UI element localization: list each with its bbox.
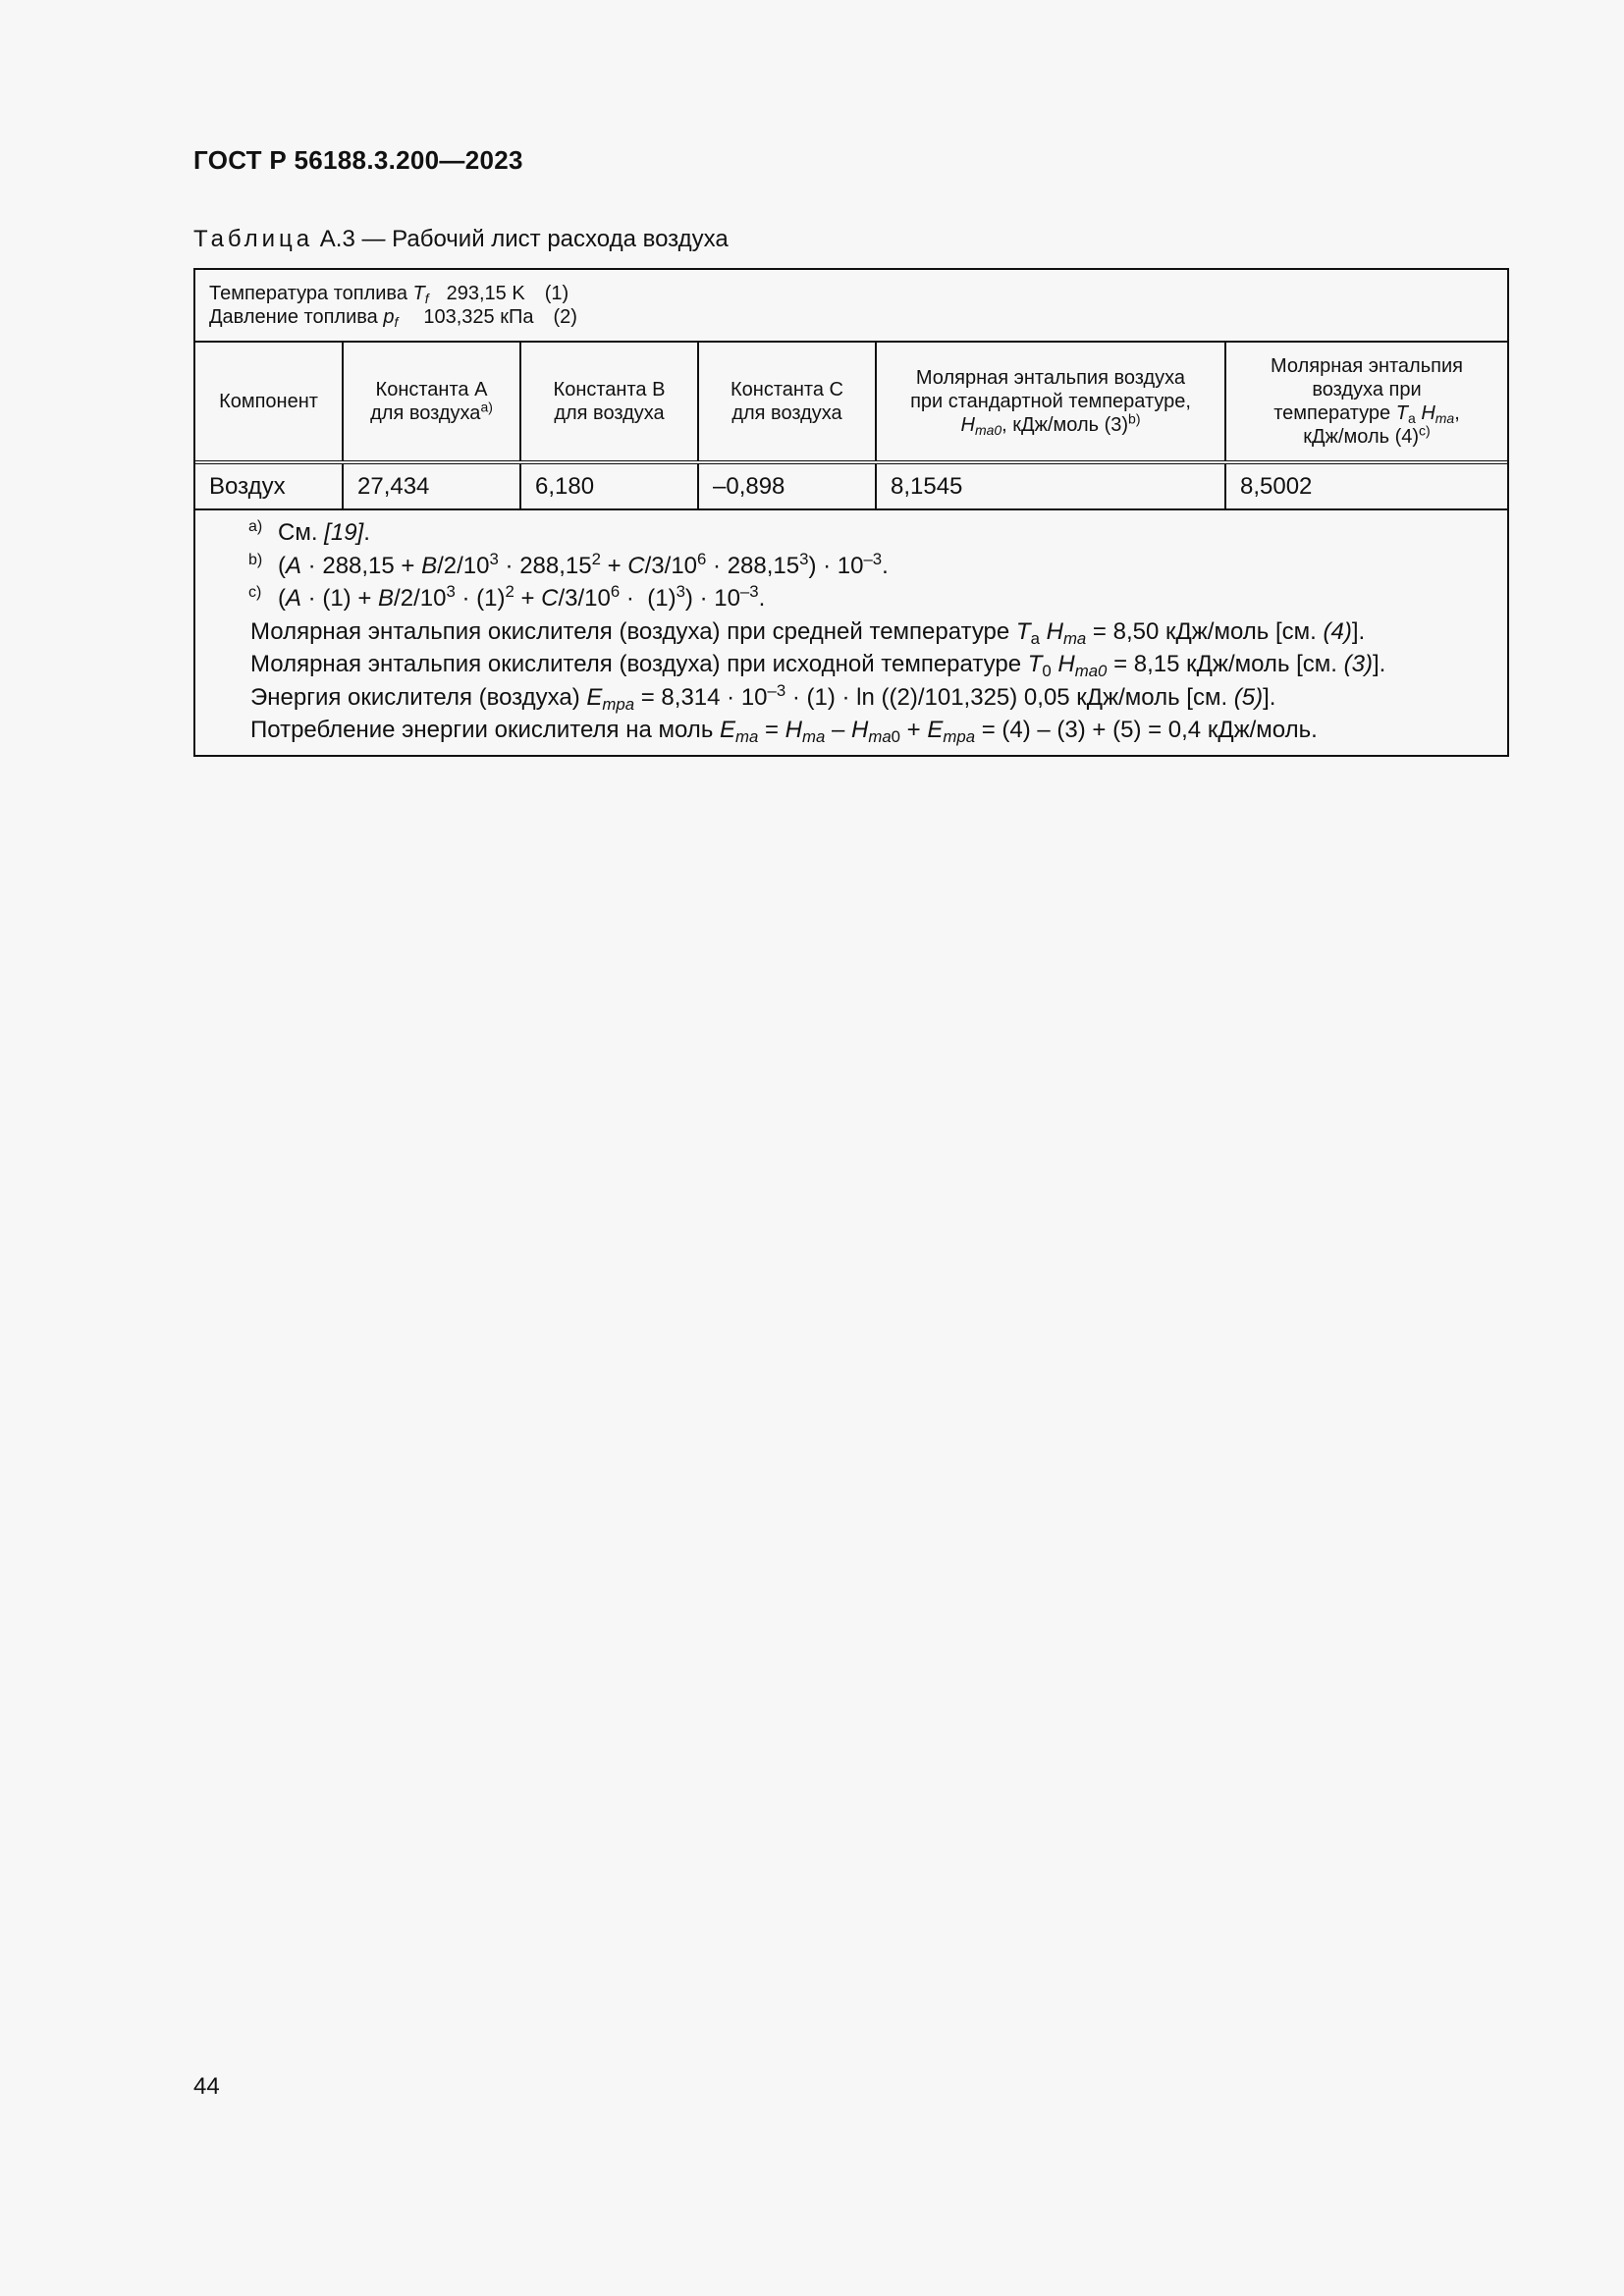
col-enthalpy-std: Молярная энтальпия воздуха при стандартной температуре, $H_{ma0}$, кДж/моль $(3)^{b)}$ (876, 343, 1225, 462)
fuel-temperature-row: Температура топлива $T_f$ 293,15 K (1) (209, 283, 569, 307)
air-worksheet-table (193, 268, 1509, 757)
caption-number: А.3 (319, 226, 355, 252)
cell-enthalpy-t: 8,5002 (1225, 462, 1507, 509)
statement-oxidizer-energy: Энергия окислителя (воздуха) $E_{mpa} = 8,314 \cdot 10^{-3} \cdot (1) \cdot \ln ((2)/101,325)$ 0,05 кДж/моль [см. (5)]. (250, 680, 1276, 714)
constants-grid (195, 343, 1507, 510)
col-const-c: Константа С для воздуха (698, 343, 876, 462)
cell-const-c: –0,898 (698, 462, 876, 509)
table-row (195, 462, 1507, 509)
given-conditions (195, 270, 1507, 343)
col-component: Компонент (195, 343, 343, 462)
cell-const-a: 27,434 (343, 462, 520, 509)
col-const-a: Константа А для воздуха$^{a)}$ (343, 343, 520, 462)
fuel-pressure-value: 103,325 кПа (423, 306, 534, 328)
table-caption (193, 226, 729, 253)
statement-enthalpy-initial: Молярная энтальпия окислителя (воздуха) при исходной температуре $T_0$ $H_{ma0} = 8,15$ кДж/моль [см. (3)]. (250, 651, 1386, 681)
cell-enthalpy-std: 8,1545 (876, 462, 1225, 509)
cell-component: Воздух (195, 462, 343, 509)
footnote-a: a) См. [19]. (248, 518, 370, 546)
page-number: 44 (193, 2073, 220, 2100)
statement-energy-per-mole: Потребление энергии окислителя на моль $E_{ma} = H_{ma} - H_{ma0} + E_{mpa} = (4) - (3) + (5) = 0,4$ кДж/моль. (250, 717, 1318, 747)
fuel-pressure-row: Давление топлива $p_f$ 103,325 кПа (2) (209, 306, 577, 331)
footnote-c: c) $(A \cdot (1) + B/2/10^3 \cdot (1)^2 + C/3/10^6 \cdot (1)^3) \cdot 10^{-3}$. (248, 581, 766, 612)
caption-title: Рабочий лист расхода воздуха (392, 226, 729, 252)
footnotes (195, 510, 1507, 755)
header-row (195, 343, 1507, 462)
col-enthalpy-t: Молярная энтальпия воздуха при температуре $T_a$ $H_{ma}$, кДж/моль $(4)^{c)}$ (1225, 343, 1507, 462)
fuel-temperature-value: 293,15 K (446, 283, 525, 304)
cell-const-b: 6,180 (520, 462, 698, 509)
document-header: ГОСТ Р 56188.3.200—2023 (193, 145, 523, 175)
footnote-b: b) $(A \cdot 288,15 + B/2/10^3 \cdot 288,15^2 + C/3/10^6 \cdot 288,15^3) \cdot 10^{-3}$. (248, 549, 889, 579)
col-const-b: Константа В для воздуха (520, 343, 698, 462)
caption-dash: — (354, 226, 393, 252)
statement-enthalpy-mean: Молярная энтальпия окислителя (воздуха) при средней температуре $T_a$ $H_{ma} = 8,50$ кДж/моль [см. (4)]. (250, 617, 1366, 648)
caption-label: Таблица (193, 226, 314, 252)
